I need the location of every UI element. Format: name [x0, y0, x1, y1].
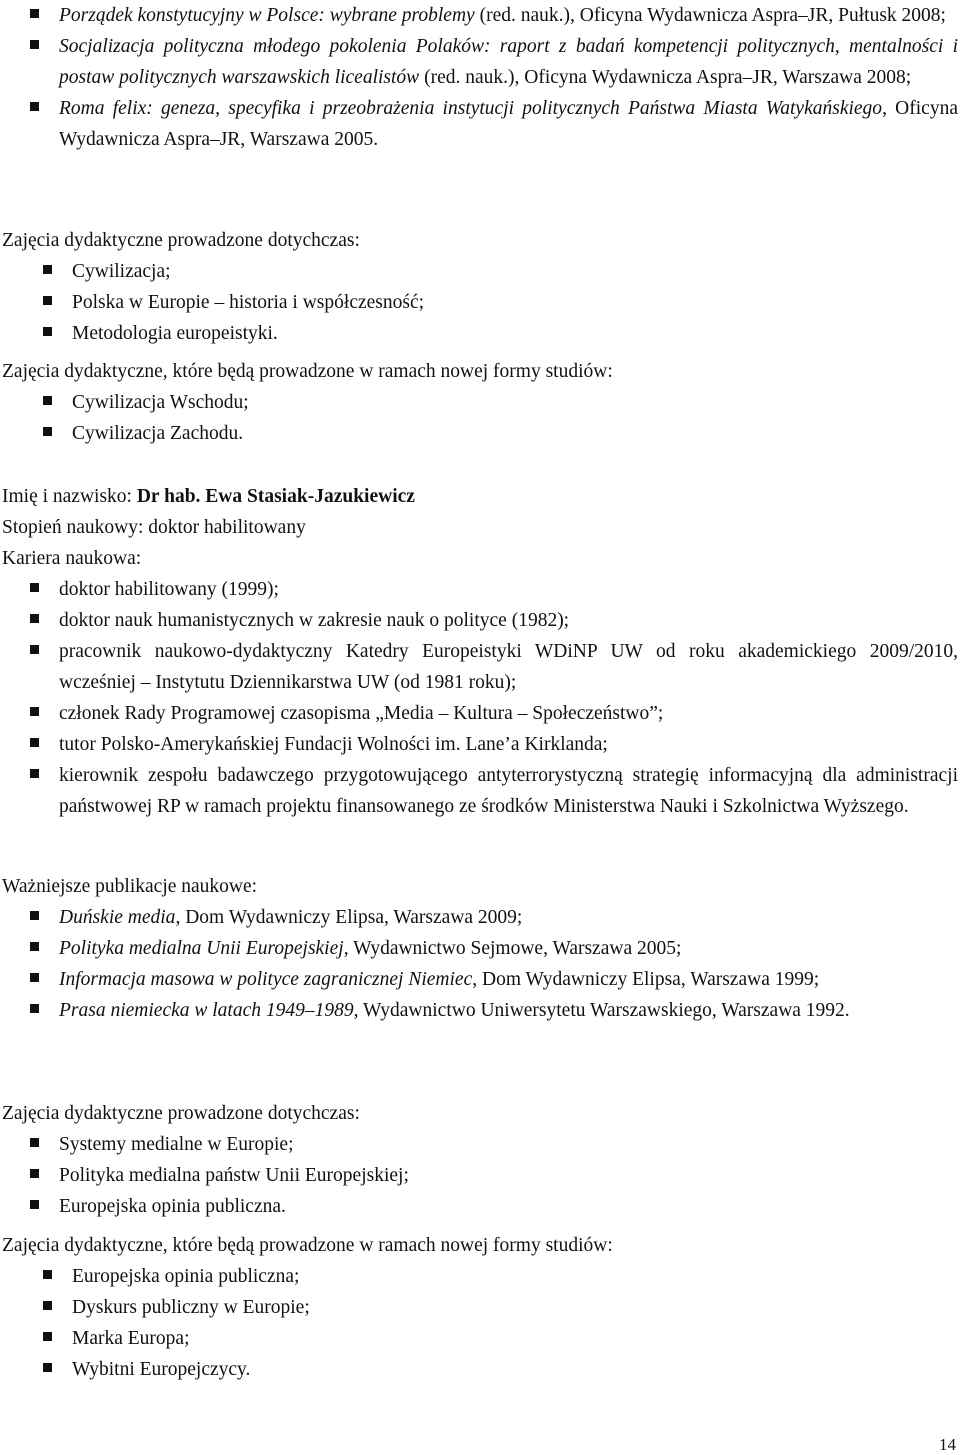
publications-section [0, 871, 958, 1026]
course-item: Cywilizacja; [72, 256, 958, 287]
career-item: kierownik zespołu badawczego przygotowującego antyterrorystyczną strategię informacyjną dla administracji państwowej RP w ramach projektu finansowanego ze środków Ministerstwa Nauki i Szkolnictwa Wyższego. [59, 760, 958, 822]
career-item: doktor habilitowany (1999); [59, 574, 958, 605]
career-item: tutor Polsko-Amerykańskiej Fundacji Wolności im. Lane’a Kirklanda; [59, 729, 958, 760]
publications-list [0, 902, 958, 1026]
publication-details: , Dom Wydawniczy Elipsa, Warszawa 1999; [472, 969, 820, 990]
courses-so-far-list [0, 256, 958, 349]
publication-title: Informacja masowa w polityce zagranicznej Niemiec [59, 969, 473, 990]
publications-label: Ważniejsze publikacje naukowe: [2, 876, 258, 897]
publication-title: Prasa niemiecka w latach 1949–1989 [59, 1000, 354, 1021]
course-item: Cywilizacja Zachodu. [72, 418, 958, 449]
course-item: Marka Europa; [72, 1323, 958, 1354]
person-courses-so-far-section [0, 1098, 958, 1222]
name-label: Imię i nazwisko: [2, 486, 137, 507]
publication-details: , Wydawnictwo Sejmowe, Warszawa 2005; [343, 938, 682, 959]
publication-item [59, 964, 958, 995]
publication-details: (red. nauk.), Oficyna Wydawnicza Aspra–JR, Pułtusk 2008; [474, 5, 946, 26]
career-item: pracownik naukowo-dydaktyczny Katedry Europeistyki WDiNP UW od roku akademickiego 2009/2010, wcześniej – Instytutu Dziennikarstwa UW (od 1981 roku); [59, 636, 958, 698]
publication-title: Roma felix: geneza, specyfika i przeobrażenia instytucji politycznych Państwa Miasta Watykańskiego [59, 98, 883, 119]
course-item: Systemy medialne w Europie; [59, 1129, 958, 1160]
publication-details: (red. nauk.), Oficyna Wydawnicza Aspra–JR, Warszawa 2008; [419, 67, 912, 88]
courses-so-far-section [0, 225, 958, 349]
course-item: Polityka medialna państw Unii Europejskiej; [59, 1160, 958, 1191]
course-item: Polska w Europie – historia i współczesność; [72, 287, 958, 318]
publication-details: , Dom Wydawniczy Elipsa, Warszawa 2009; [175, 907, 523, 928]
publication-title: Polityka medialna Unii Europejskiej [59, 938, 344, 959]
publications-continued-list [0, 0, 958, 155]
courses-so-far-list [0, 1129, 958, 1222]
course-item: Metodologia europeistyki. [72, 318, 958, 349]
courses-so-far-label: Zajęcia dydaktyczne prowadzone dotychczas: [2, 1103, 360, 1124]
publication-item [59, 31, 958, 93]
course-item: Cywilizacja Wschodu; [72, 387, 958, 418]
career-item: członek Rady Programowej czasopisma „Media – Kultura – Społeczeństwo”; [59, 698, 958, 729]
courses-new-section [0, 356, 958, 449]
publication-title: Duńskie media [59, 907, 176, 928]
person-profile [0, 481, 958, 822]
publication-details: , Wydawnictwo Uniwersytetu Warszawskiego, Warszawa 1992. [353, 1000, 850, 1021]
person-name: Dr hab. Ewa Stasiak-Jazukiewicz [136, 486, 415, 507]
publication-item [59, 902, 958, 933]
person-courses-new-section [0, 1230, 958, 1385]
career-label: Kariera naukowa: [2, 548, 142, 569]
courses-new-list [0, 1261, 958, 1385]
publication-title: Porządek konstytucyjny w Polsce: wybrane problemy [59, 5, 475, 26]
publication-item [59, 0, 958, 31]
course-item: Dyskurs publiczny w Europie; [72, 1292, 958, 1323]
course-item: Europejska opinia publiczna. [59, 1191, 958, 1222]
course-item: Europejska opinia publiczna; [72, 1261, 958, 1292]
name-line [2, 481, 958, 512]
publication-item [59, 933, 958, 964]
publication-item [59, 995, 958, 1026]
degree-line: Stopień naukowy: doktor habilitowany [2, 517, 306, 538]
courses-new-label: Zajęcia dydaktyczne, które będą prowadzone w ramach nowej formy studiów: [2, 1235, 613, 1256]
publication-item [59, 93, 958, 155]
publication-details: , Oficyna Wydawnicza Aspra–JR, Warszawa 2005. [59, 98, 958, 150]
page-number: 14 [939, 1435, 956, 1454]
career-item: doktor nauk humanistycznych w zakresie nauk o polityce (1982); [59, 605, 958, 636]
career-list [0, 574, 958, 822]
courses-new-label: Zajęcia dydaktyczne, które będą prowadzone w ramach nowej formy studiów: [2, 361, 613, 382]
courses-so-far-label: Zajęcia dydaktyczne prowadzone dotychczas: [2, 230, 360, 251]
course-item: Wybitni Europejczycy. [72, 1354, 958, 1385]
courses-new-list [0, 387, 958, 449]
publications-continued [0, 0, 958, 155]
publication-title: Socjalizacja polityczna młodego pokolenia Polaków: raport z badań kompetencji politycznych, mentalności i postaw politycznych warszawskich licealistów [59, 36, 958, 88]
